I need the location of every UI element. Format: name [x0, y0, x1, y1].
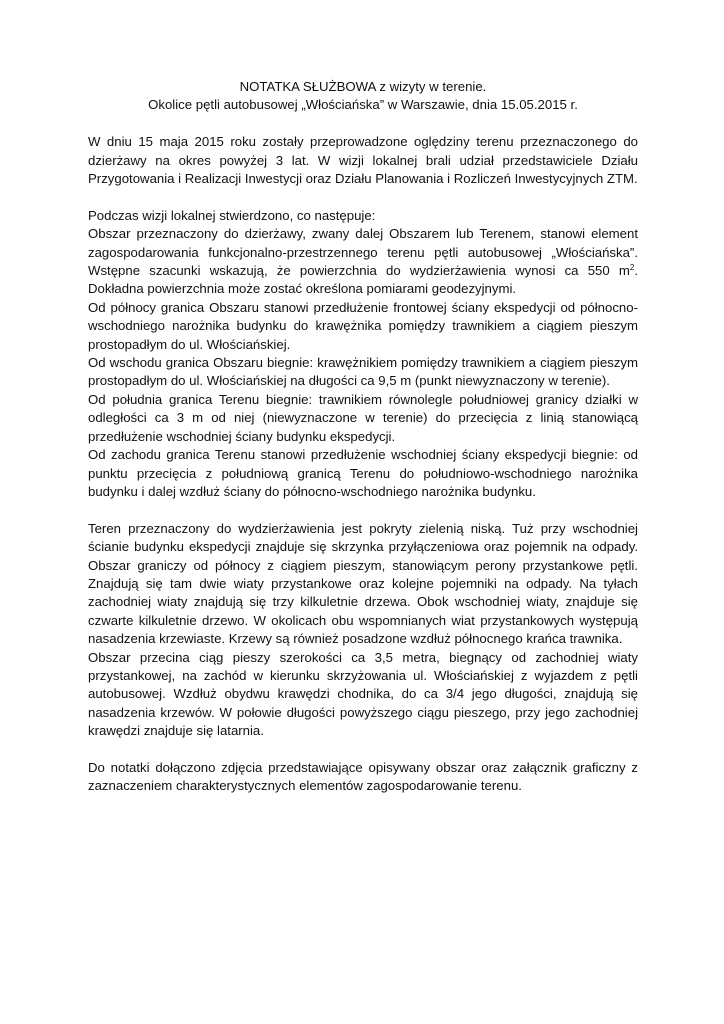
east-boundary-paragraph: Od wschodu granica Obszaru biegnie: krawężnikiem pomiędzy trawnikiem a ciągiem pieszym prostopadłym do ul. Włościańskiej na długości ca 9,5 m (punkt niewyznaczony w terenie).	[88, 355, 638, 389]
spacer	[88, 188, 638, 206]
intro-paragraph: W dniu 15 maja 2015 roku zostały przeprowadzone oględziny terenu przeznaczonego do dzierżawy na okres powyżej 3 lat. W wizji lokalnej brali udział przedstawiciele Działu Przygotowania i Realizacji Inwestycji oraz Działu Planowania i Rozliczeń Inwestycyjnych ZTM.	[88, 134, 638, 187]
spacer	[88, 115, 638, 133]
spacer	[88, 741, 638, 759]
north-boundary-paragraph: Od północy granica Obszaru stanowi przedłużenie frontowej ściany ekspedycji od północno-wschodniego narożnika budynku do krawężnika pomiędzy trawnikiem a ciągiem pieszym prostopadłym do ul. Włościańskiej.	[88, 299, 638, 352]
document-heading	[88, 78, 638, 115]
area-text-start: Obszar przeznaczony do dzierżawy, zwany dalej Obszarem lub Terenem, stanowi element zagospodarowania funkcjonalno-przestrzennego terenu pętli autobusowej „Włościańska”. Wstępne szacunki wskazują, że powierzchnia do wydzierżawienia wynosi ca 550 m	[88, 226, 638, 279]
walkway-description-paragraph: Obszar przecina ciąg pieszy szerokości ca 3,5 metra, biegnący od zachodniej wiaty przystankowej, na zachód w kierunku skrzyżowania ul. Włościańskiej z wyjazdem z pętli autobusowej. Wzdłuż obydwu krawędzi chodnika, do ca 3/4 jego długości, znajdują się nasadzenia krzewów. W połowie długości powyższego ciągu pieszego, przy jego zachodniej krawędzi znajduje się latarnia.	[88, 649, 638, 739]
heading-subtitle: Okolice pętli autobusowej „Włościańska” w Warszawie, dnia 15.05.2015 r.	[148, 97, 578, 113]
document-page	[88, 78, 638, 796]
heading-title: NOTATKA SŁUŻBOWA z wizyty w terenie.	[239, 79, 487, 94]
area-text-end: . Dokładna powierzchnia może zostać określona pomiarami geodezyjnymi.	[88, 263, 638, 297]
area-paragraph	[88, 225, 638, 299]
closing-paragraph: Do notatki dołączono zdjęcia przedstawiające opisywany obszar oraz załącznik graficzny z zaznaczeniem charakterystycznych elementów zagospodarowanie terenu.	[88, 759, 638, 794]
spacer	[88, 501, 638, 519]
south-boundary-paragraph: Od południa granica Terenu biegnie: trawnikiem równolegle południowej granicy działki w odległości ca 3 m od niej (niewyznaczone w terenie) do przecięcia z linią stanowiącą przedłużenie wschodniej ściany budynku ekspedycji.	[88, 391, 638, 444]
area-unit-superscript: 2	[629, 263, 635, 273]
findings-lead: Podczas wizji lokalnej stwierdzono, co następuje:	[88, 207, 376, 223]
terrain-description-paragraph: Teren przeznaczony do wydzierżawienia jest pokryty zielenią niską. Tuż przy wschodniej ścianie budynku ekspedycji znajduje się skrzynka przyłączeniowa oraz pojemnik na odpady. Obszar graniczy od północy z ciągiem pieszym, stanowiącym perony przystankowe pętli. Znajdują się tam dwie wiaty przystankowe oraz kolejne pojemniki na odpady. Na tyłach zachodniej wiaty znajdują się trzy kilkuletnie drzewa. Obok wschodniej wiaty, znajduje się czwarte kilkuletnie drzewo. W okolicach obu wspomnianych wiat przystankowych występują nasadzenia krzewiaste. Krzewy są również posadzone wzdłuż północnego krańca trawnika.	[88, 520, 638, 647]
west-boundary-paragraph: Od zachodu granica Terenu stanowi przedłużenie wschodniej ściany ekspedycji biegnie: od punktu przecięcia z południową granicą Terenu do południowo-wschodniego narożnika budynku i dalej wzdłuż ściany do północno-wschodniego narożnika budynku.	[88, 447, 638, 499]
